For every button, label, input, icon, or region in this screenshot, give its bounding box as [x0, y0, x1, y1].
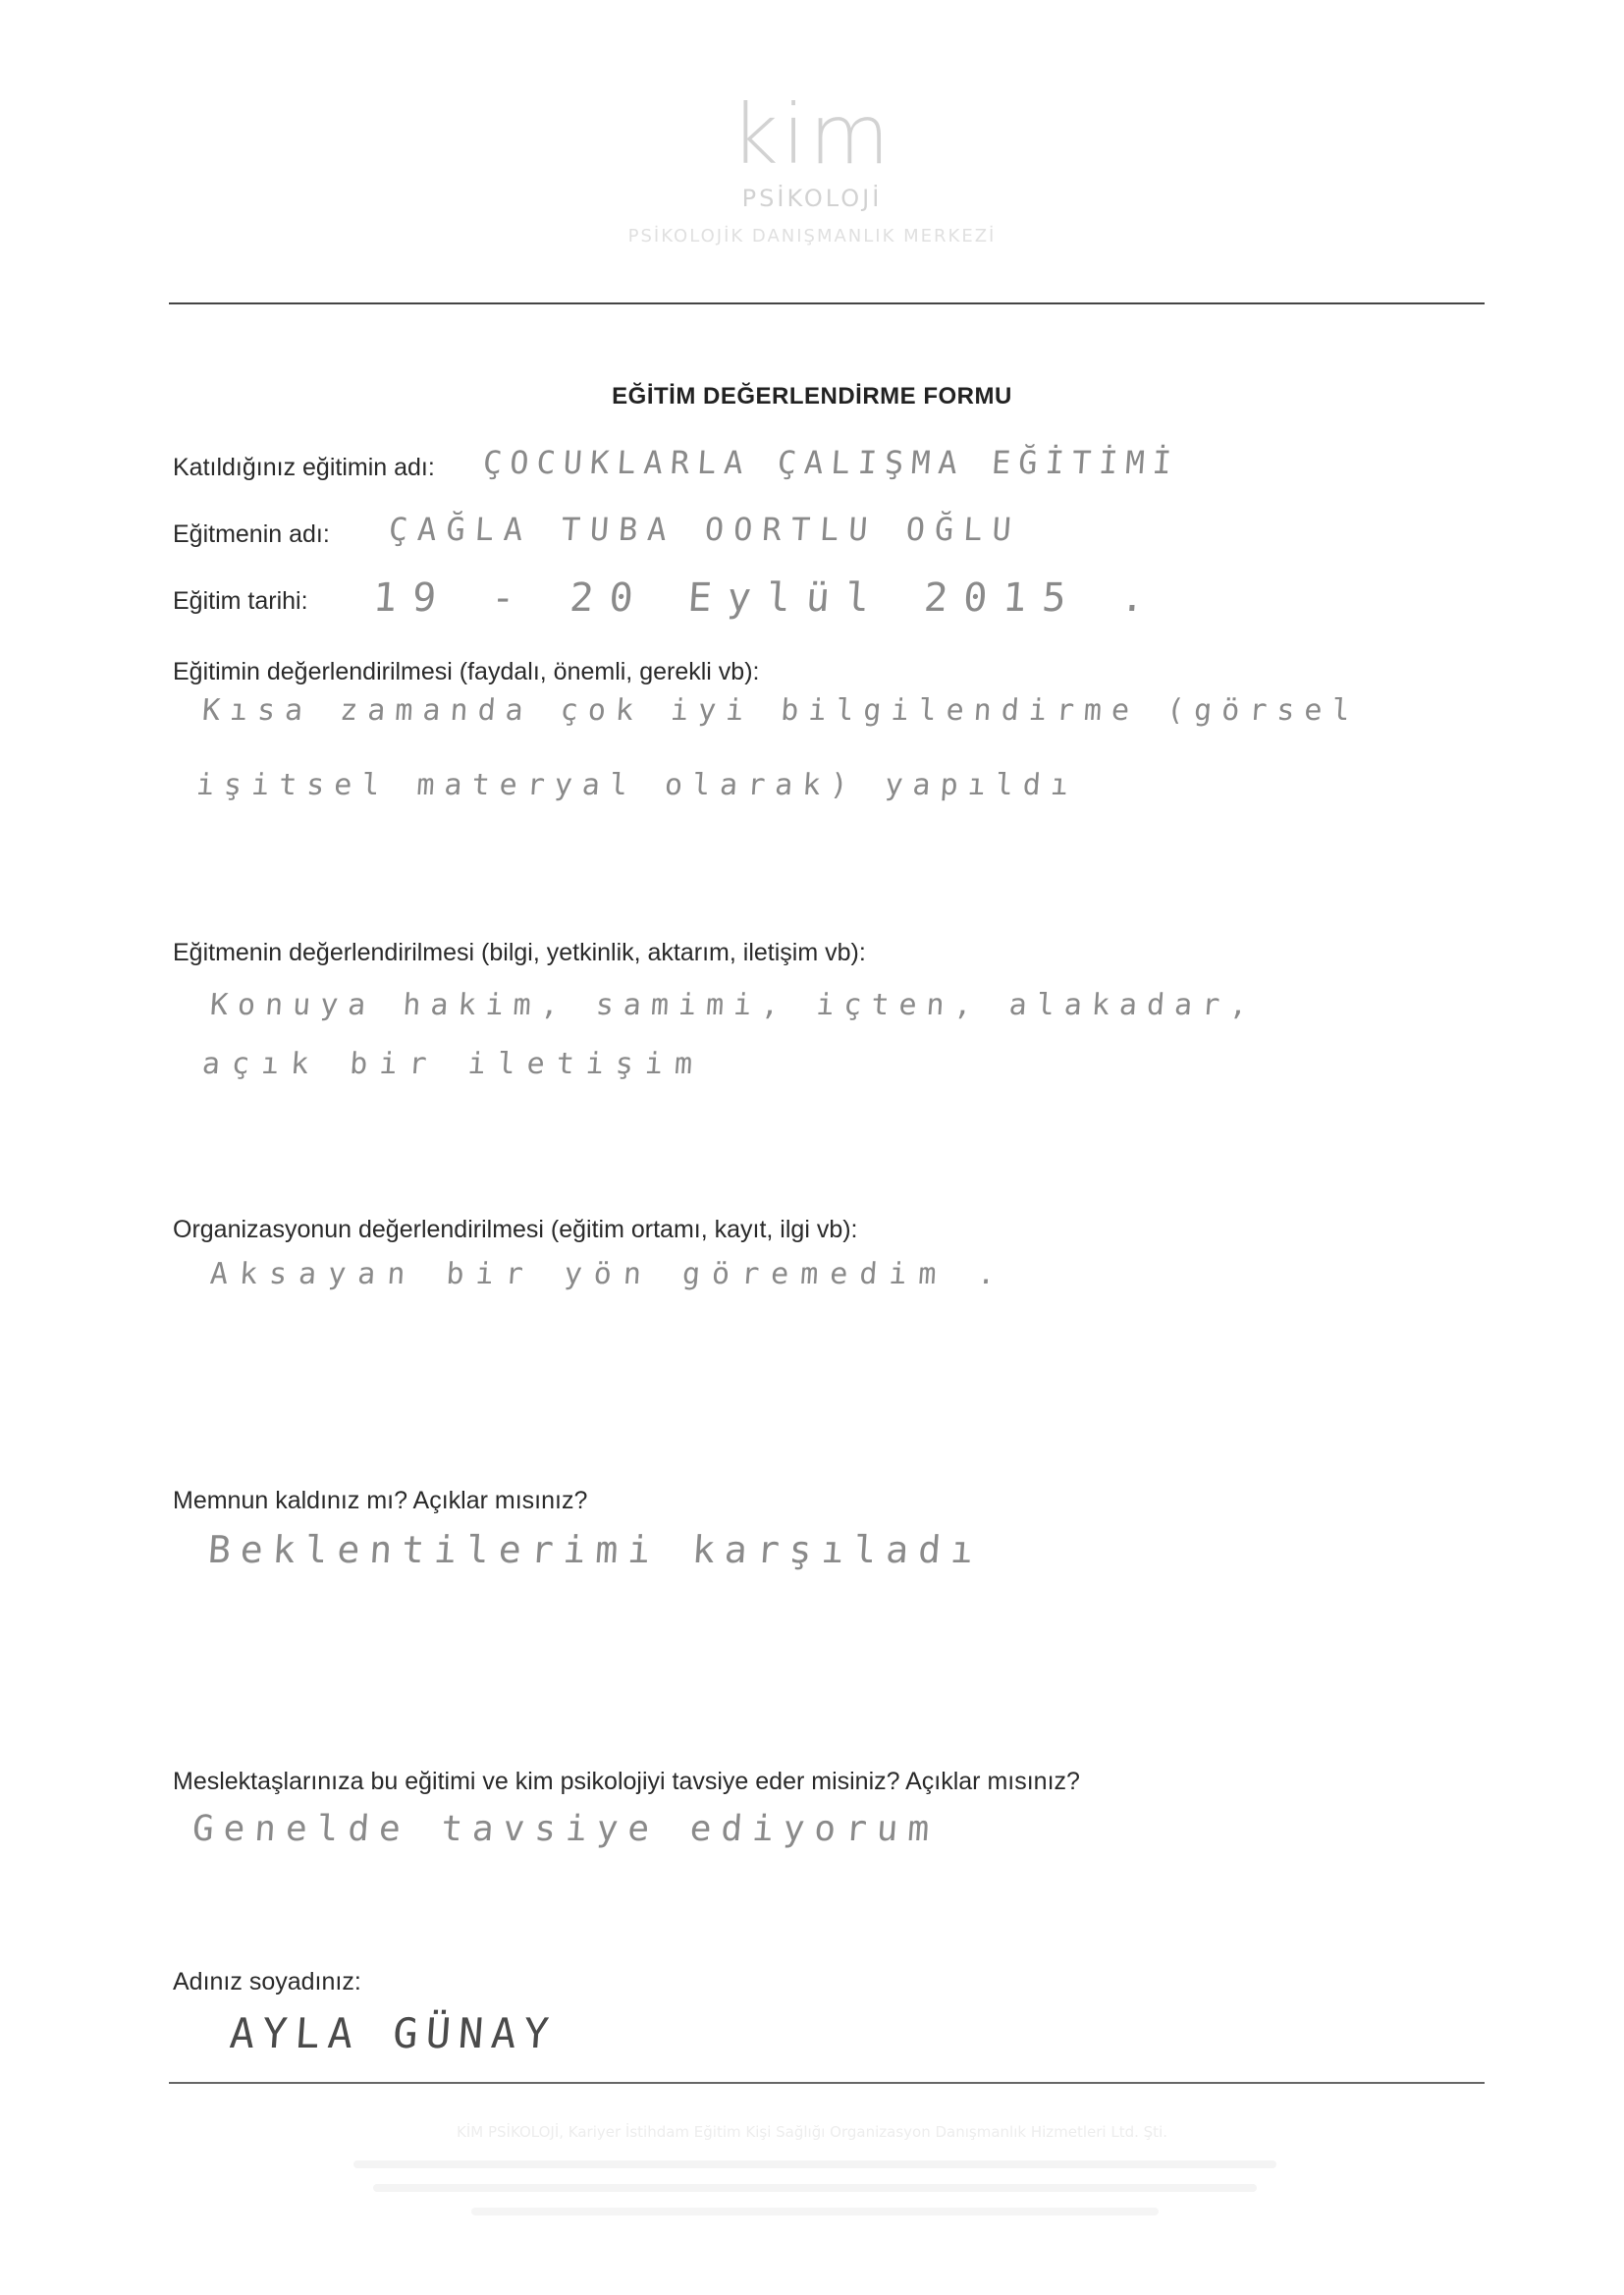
training-eval-line-2: işitsel materyal olarak) yapıldı — [194, 768, 1080, 802]
satisfaction-line-1: Beklentilerimi karşıladı — [206, 1528, 985, 1571]
training-date-label: Eğitim tarihi: — [173, 587, 308, 615]
training-eval-line-1: Kısa zamanda çok iyi bilgilendirme (görsel — [200, 693, 1361, 728]
logo-subtitle: PSİKOLOJİ — [741, 185, 883, 212]
training-name-value: ÇOCUKLARLA ÇALIŞMA EĞİTİMİ — [481, 444, 1181, 481]
full-name-value: AYLA GÜNAY — [228, 2009, 559, 2057]
training-name-label: Katıldığınız eğitimin adı: — [173, 454, 435, 481]
org-eval-line-1: Aksayan bir yön göremedim . — [208, 1257, 1008, 1291]
header-divider — [169, 302, 1485, 304]
logo-tagline: PSİKOLOJİK DANIŞMANLIK MERKEZİ — [627, 226, 997, 246]
full-name-label: Adınız soyadınız: — [173, 1968, 361, 1995]
trainer-eval-label: Eğitmenin değerlendirilmesi (bilgi, yetkinlik, aktarım, iletişim vb): — [173, 939, 866, 966]
satisfaction-label: Memnun kaldınız mı? Açıklar mısınız? — [173, 1487, 588, 1514]
trainer-name-value: ÇAĞLA TUBA OORTLU OĞLU — [387, 511, 1023, 548]
org-eval-label: Organizasyonun değerlendirilmesi (eğitim ortamı, kayıt, ilgi vb): — [173, 1216, 858, 1243]
logo-mark: kim — [731, 86, 893, 183]
footer-company: KİM PSİKOLOJİ, Kariyer İstihdam Eğitim Kişi Sağlığı Organizasyon Danışmanlık Hizmetleri Ltd. Şti. — [456, 2123, 1167, 2141]
form-title: EĞİTİM DEĞERLENDİRME FORMU — [612, 383, 1012, 410]
footer-divider — [169, 2082, 1485, 2084]
trainer-name-label: Eğitmenin adı: — [173, 520, 330, 548]
trainer-eval-line-1: Konuya hakim, samimi, içten, alakadar, — [208, 988, 1259, 1022]
footer-faint-text — [353, 2153, 1276, 2237]
recommend-line-1: Genelde tavsiye ediyorum — [190, 1809, 941, 1849]
training-date-value: 19 - 20 Eylül 2015 . — [371, 575, 1163, 621]
trainer-eval-line-2: açık bir iletişim — [200, 1047, 706, 1081]
recommend-label: Meslektaşlarınıza bu eğitimi ve kim psikolojiyi tavsiye eder misiniz? Açıklar mısınız? — [173, 1768, 1080, 1795]
training-eval-label: Eğitimin değerlendirilmesi (faydalı, önemli, gerekli vb): — [173, 658, 760, 685]
